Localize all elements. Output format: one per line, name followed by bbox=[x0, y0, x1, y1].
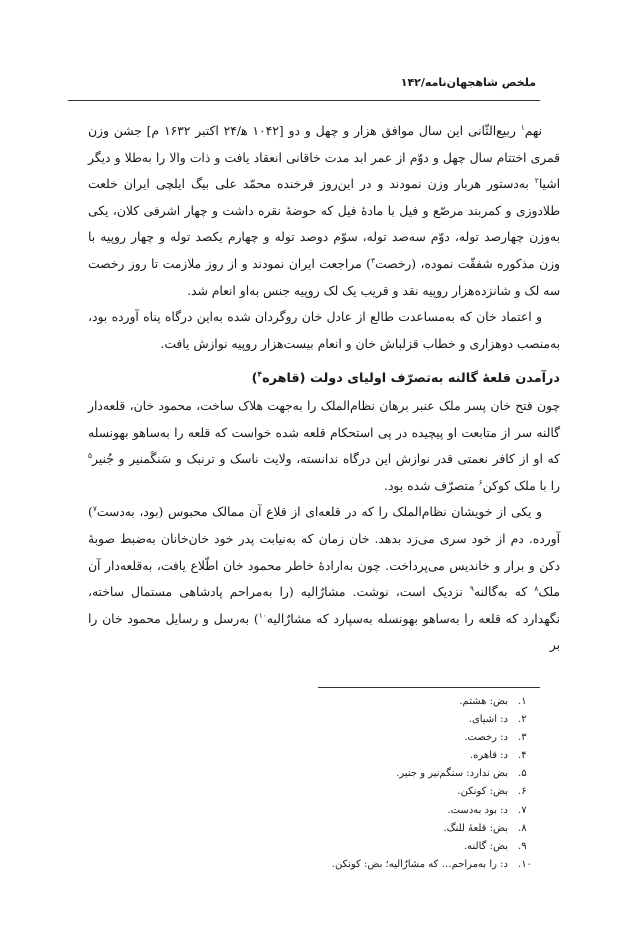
footnote-item bbox=[116, 856, 536, 874]
body-text bbox=[88, 118, 560, 659]
text-run: که به‌گالنه bbox=[473, 585, 535, 600]
footnote-text: بض: گالنه. bbox=[464, 840, 508, 852]
footnote-ref[interactable]: ۸ bbox=[534, 584, 539, 593]
text-run: ) به‌رسل و رسایل محمود خان را بر bbox=[88, 611, 560, 653]
footnote-ref[interactable]: ۶ bbox=[478, 477, 483, 487]
footnote-item bbox=[116, 820, 536, 838]
footnote-text: د: قاهره. bbox=[469, 750, 508, 762]
footnote-text: بض: کونکن. bbox=[457, 786, 508, 798]
footnote-number: ۵. bbox=[518, 768, 527, 780]
footnote-item bbox=[116, 747, 536, 765]
text-run: و یکی از خویشان نظام‌الملک را که در قلعه‌ای از قلاع آن ممالک محبوس (بود، به‌دست bbox=[96, 505, 542, 520]
running-head: ملخص شاهجهان‌نامه/۱۴۲ bbox=[400, 76, 536, 89]
text-run: ربیع‌الثّانی این سال موافق هزار و چهل و دو [۱۰۴۲ ه‍/۲۴ اکتبر ۱۶۳۲ م] جشن وزن قمری اختتام سال چهل و دوّم از عمر ابد مدت خاقانی انعقاد یافت و ذات والا را به‌طلا و دیگر اشیا bbox=[88, 124, 560, 192]
footnote-number: ۴. bbox=[518, 750, 527, 762]
text-run: ) مراجعت ایران نمودند و از روز ملازمت تا روز رخصت سه لک و شانزده‌هزار روپیه نقد و قریب یک لک روپیه جنس به‌او انعام شد. bbox=[88, 256, 560, 298]
footnote-item bbox=[116, 783, 536, 801]
footnote-text: د: رخصت. bbox=[464, 732, 508, 744]
footnotes-list bbox=[116, 693, 536, 874]
text-run: ) آورده. دم از خود سری می‌زد بدهد. خان زمان که به‌نیابت پدر خود خان‌خانان به‌ضبط صوبهٔ دکن و برار و خاندیس می‌پرداخت. چون به‌ارادهٔ خاطر محمود خان اطّلاع یافت، به‌قلعه‌دار آن ملک bbox=[88, 505, 560, 600]
footnote-item bbox=[116, 711, 536, 729]
footnote-item bbox=[116, 838, 536, 856]
footnote-text: د: بود به‌دست. bbox=[447, 804, 508, 816]
text-run: متصرّف شده بود. bbox=[384, 478, 479, 493]
footnote-ref[interactable]: ۹ bbox=[469, 584, 474, 593]
paragraph-etimad-khan bbox=[88, 304, 560, 357]
footnote-ref[interactable]: ۴ bbox=[257, 370, 263, 380]
footnote-separator bbox=[318, 687, 540, 688]
footnote-number: ۶. bbox=[518, 786, 527, 798]
footnote-text: بض: هشتم. bbox=[459, 696, 508, 707]
footnote-number: ۲. bbox=[518, 714, 527, 726]
footnote-number: ۷. bbox=[518, 804, 527, 816]
section-heading bbox=[88, 366, 560, 393]
text-run: را با ملک کوکن bbox=[482, 478, 560, 493]
text-run: نزدیک است، نوشت. مشارٌالیه (را به‌مراحم پادشاهی مستمال ساخته، نگهدارد که قلعه را به‌ساهو بهونسله به‌سپارد که مشارٌالیه bbox=[88, 585, 560, 626]
footnote-text: بض ندارد: سنگم‌نیر و جنیر. bbox=[396, 768, 508, 780]
footnote-number: ۸. bbox=[518, 822, 527, 834]
footnote-text: د: اشیای. bbox=[468, 714, 508, 726]
footnote-ref[interactable]: ۱۰ bbox=[258, 610, 267, 620]
text-run: نهم bbox=[524, 124, 542, 138]
paragraph-galna-fort bbox=[88, 393, 560, 499]
footnote-text: د: را به‌مراحم… که مشارٌالیه؛ بض: کونکن. bbox=[331, 858, 508, 870]
header-rule bbox=[68, 100, 540, 101]
text-run: به‌دستور هربار وزن نمودند و در این‌روز فرخنده محمّد علی بیگ ایلچی ایران خلعت طلادوزی و کمربند مرصّع و فیل با مادهٔ فیل که حوضهٔ نقره داشت و چهار اشرفی کلان، یکی به‌وزن چهارصد توله، دوّم سه‌صد توله، سوّم دوصد توله و چهارم یکصد توله و چهار روپیه با وزن مذکوره شفقّت نموده، (رخصت bbox=[88, 177, 560, 271]
text-run: چون فتح خان پسر ملک عنبر برهان نظام‌الملک را به‌جهت هلاک ساخت، محمود خان، قلعه‌دار گالنه سر از متابعت او پیچیده در پی استحکام قلعه شده خواست که قلعه را به‌ساهو بهونسله که او از کافر نعمتی قدر نوازش این درگاه ندانسته، ولایت ناسک و ترنبک و سَنگَمنیر و جُنیر bbox=[88, 398, 560, 467]
footnote-ref[interactable]: ۱ bbox=[520, 122, 525, 132]
footnote-item bbox=[116, 693, 536, 711]
footnote-number: ۱. bbox=[518, 696, 527, 707]
footnote-ref[interactable]: ۳ bbox=[370, 255, 375, 265]
footnote-number: ۹. bbox=[518, 840, 527, 852]
footnote-text: بض: قلعهٔ للنگ. bbox=[443, 822, 508, 834]
footnote-item bbox=[116, 765, 536, 783]
footnote-number: ۱۰. bbox=[518, 858, 532, 870]
footnote-item bbox=[116, 802, 536, 820]
footnote-number: ۳. bbox=[518, 732, 527, 744]
footnote-ref[interactable]: ۷ bbox=[92, 504, 97, 514]
footnote-ref[interactable]: ۵ bbox=[88, 451, 93, 461]
paragraph-weighing-ceremony bbox=[88, 118, 560, 304]
heading-text: درآمدن قلعهٔ گالنه به‌تصرّف اولیای دولت (قاهره bbox=[262, 371, 560, 387]
paragraph-nizam-kinsman bbox=[88, 499, 560, 659]
heading-text: ) bbox=[251, 371, 258, 387]
text-run: و اعتماد خان که به‌مساعدت طالع از عادل خان روگردان شده به‌این درگاه پناه آورده بود، به‌منصب دوهزاری و خطاب قزلباش خان و انعام بیست‌هزار روپیه نوازش یافت. bbox=[88, 310, 560, 351]
footnote-item bbox=[116, 729, 536, 747]
footnote-ref[interactable]: ۲ bbox=[534, 176, 539, 186]
